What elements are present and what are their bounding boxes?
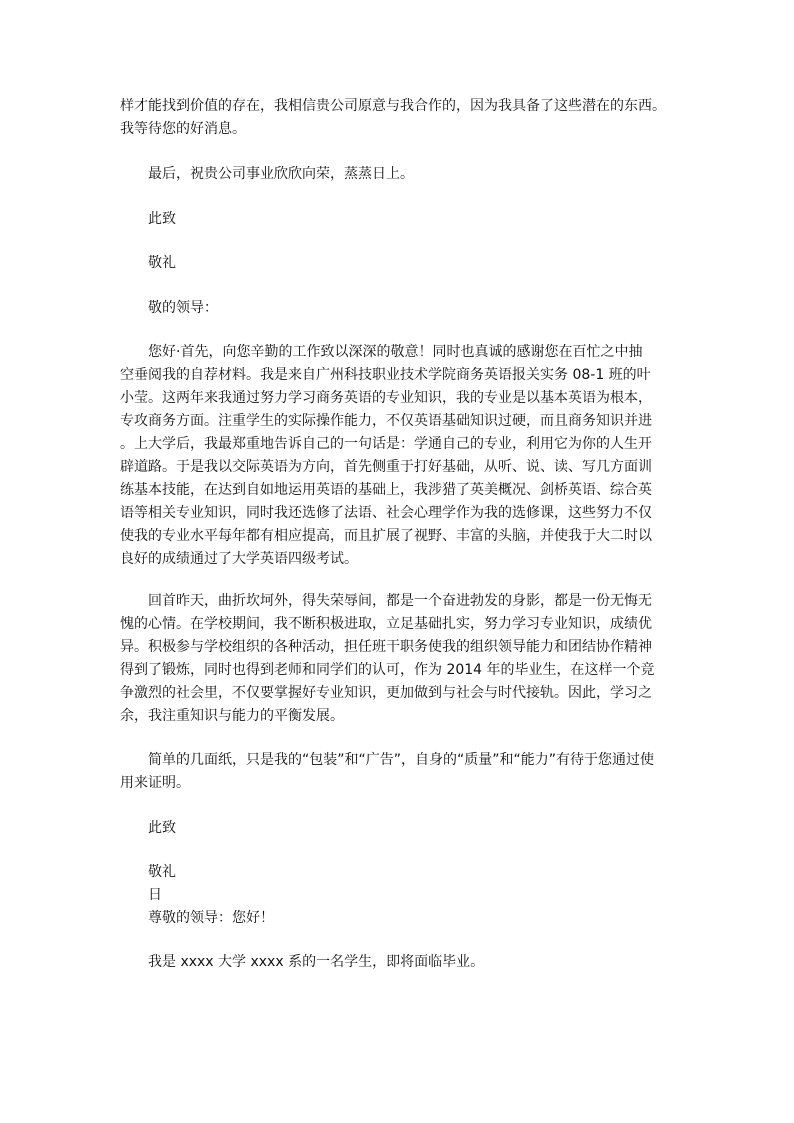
paragraph-line: 语等相关专业知识，同时我还选修了法语、社会心理学作为我的选修课，这些努力不仅 bbox=[120, 505, 652, 521]
paragraph-line: 小莹。这两年来我通过努力学习商务英语的专业知识，我的专业是以基本英语为根本， bbox=[120, 390, 652, 406]
paragraph-intro bbox=[120, 341, 680, 571]
paragraph-line: 。上大学后，我最郑重地告诉自己的一句话是：学通自己的专业，利用它为你的人生开 bbox=[120, 436, 652, 452]
paragraph-review bbox=[120, 590, 680, 728]
paragraph-line: 专攻商务方面。注重学生的实际操作能力，不仅英语基础知识过硬，而且商务知识并进 bbox=[120, 413, 652, 429]
closing-ci-zhi-1 bbox=[120, 208, 680, 231]
salutation-2 bbox=[120, 297, 680, 320]
paragraph-line: 愧的心情。在学校期间，我不断积极进取，立足基础扎实，努力学习专业知识，成绩优 bbox=[120, 616, 652, 632]
closing-wish bbox=[120, 163, 680, 186]
paragraph-line: 我是 xxxx 大学 xxxx 系的一名学生，即将面临毕业。 bbox=[148, 954, 485, 970]
paragraph-line: 辟道路。于是我以交际英语为方向，首先侧重于打好基础，从听、说、读、写几方面训 bbox=[120, 459, 652, 475]
paragraph-line: 良好的成绩通过了大学英语四级考试。 bbox=[120, 551, 358, 567]
continued-paragraph bbox=[120, 95, 680, 141]
paragraph-line: 得到了锻炼，同时也得到老师和同学们的认可，作为 2014 年的毕业生，在这样一个竞 bbox=[120, 662, 655, 678]
salute-text: 敬礼 bbox=[148, 255, 176, 271]
paragraph-last bbox=[120, 951, 680, 974]
paragraph-line: 争激烈的社会里，不仅要掌握好专业知识，更加做到与社会与时代接轨。因此，学习之 bbox=[120, 685, 652, 701]
closing-ci-zhi-2 bbox=[120, 817, 680, 840]
closing-wish-text: 最后，祝贵公司事业欣欣向荣，蒸蒸日上。 bbox=[148, 166, 414, 182]
paragraph-line: 使我的专业水平每年都有相应提高，而且扩展了视野、丰富的头脑，并使我于大二时以 bbox=[120, 528, 652, 544]
salute-text: 敬礼 bbox=[148, 864, 176, 880]
paragraph-line: 您好·首先，向您辛勤的工作致以深深的敬意！同时也真诚的感谢您在百忙之中抽 bbox=[148, 344, 643, 360]
salute-jing-li-1 bbox=[120, 252, 680, 275]
salute-jing-li-2 bbox=[120, 861, 680, 930]
paragraph-line: 我等待您的好消息。 bbox=[120, 121, 246, 137]
paragraph-line: 练基本技能，在达到自如地运用英语的基础上，我涉猎了英美概况、剑桥英语、综合英 bbox=[120, 482, 652, 498]
closing-text: 此致 bbox=[148, 820, 176, 836]
paragraph-short bbox=[120, 749, 680, 795]
paragraph-line: 回首昨天，曲折坎坷外，得失荣辱间，都是一个奋进勃发的身影，都是一份无悔无 bbox=[148, 593, 652, 609]
paragraph-line: 异。积极参与学校组织的各种活动，担任班干职务使我的组织领导能力和团结协作精神 bbox=[120, 639, 652, 655]
paragraph-line: 样才能找到价值的存在，我相信贵公司原意与我合作的，因为我具备了这些潜在的东西。 bbox=[120, 98, 666, 114]
date-char: 日 bbox=[148, 887, 162, 903]
paragraph-line: 简单的几面纸，只是我的“包装”和“广告”，自身的“质量”和“能力”有待于您通过使 bbox=[148, 752, 655, 768]
paragraph-line: 余，我注重知识与能力的平衡发展。 bbox=[120, 708, 344, 724]
paragraph-line: 用来证明。 bbox=[120, 775, 190, 791]
paragraph-line: 空垂阅我的自荐材料。我是来自广州科技职业技术学院商务英语报关实务 08-1 班的叶 bbox=[120, 367, 651, 383]
closing-text: 此致 bbox=[148, 211, 176, 227]
salutation-text: 尊敬的领导：您好！ bbox=[148, 910, 274, 926]
salutation-text: 敬的领导： bbox=[148, 300, 218, 316]
